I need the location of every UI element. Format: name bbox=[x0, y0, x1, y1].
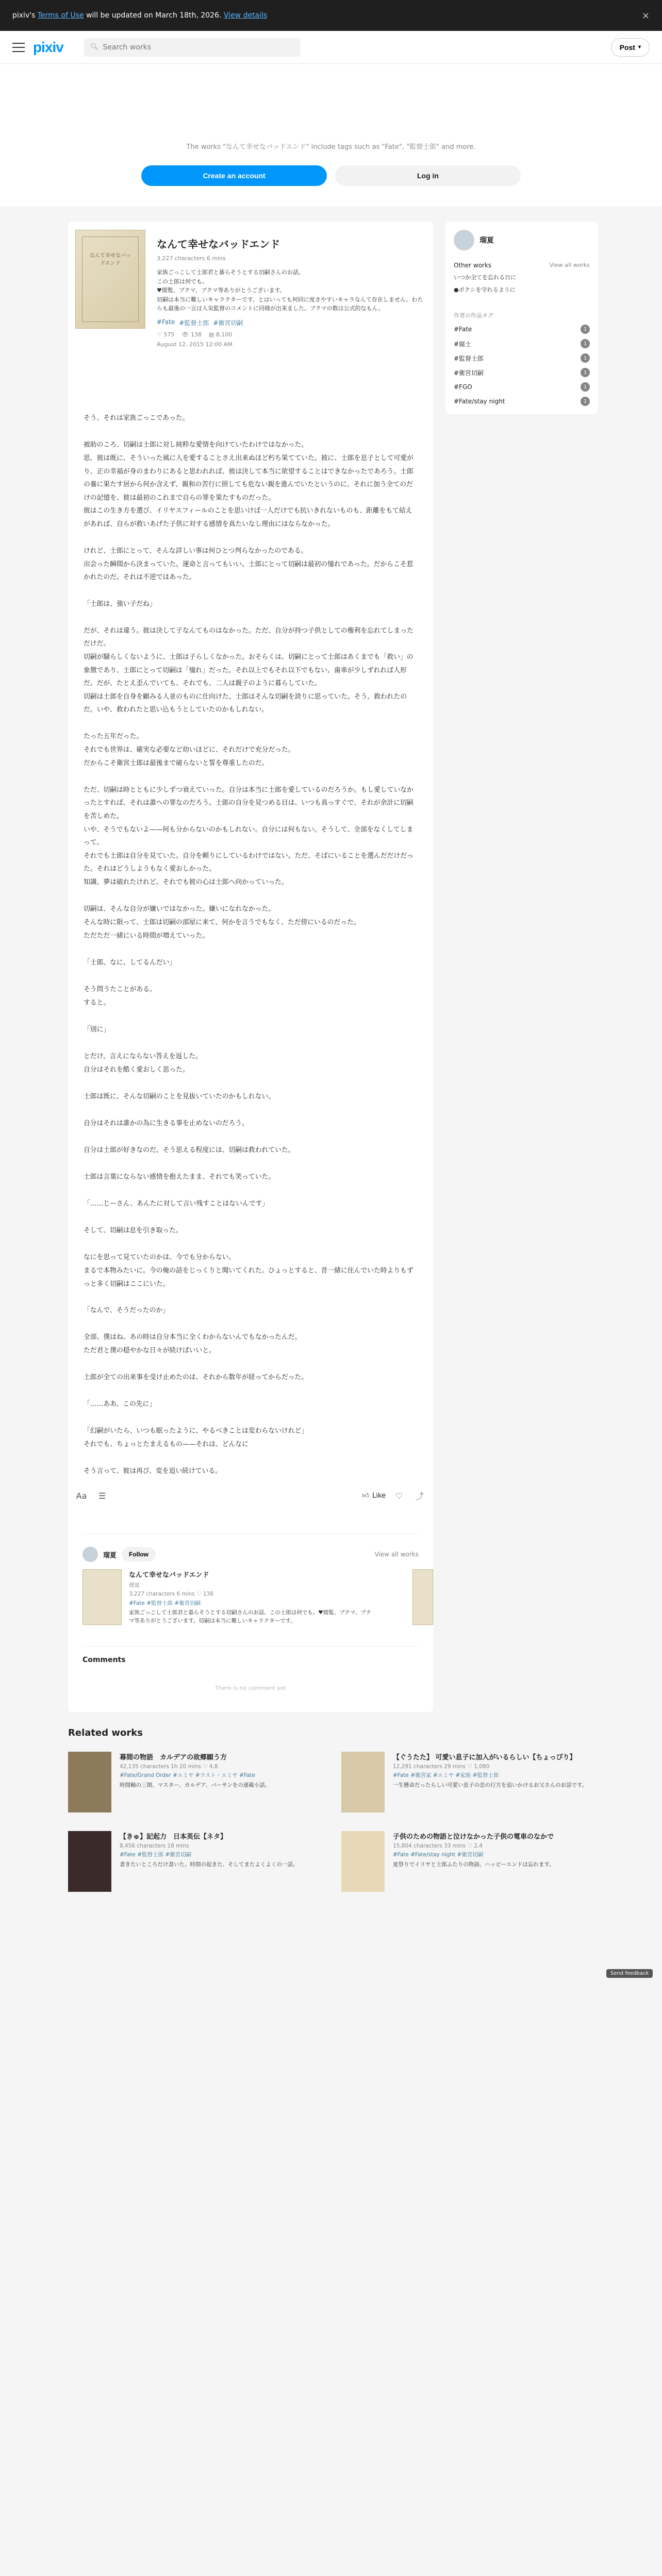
paragraph: そう言って、彼は再び、変を追い続けている。 bbox=[84, 1467, 222, 1476]
search-bar[interactable] bbox=[84, 38, 301, 57]
paragraph-gap bbox=[84, 584, 418, 598]
paragraph: なにを思って見ていたのかは、今でも分からない。 bbox=[84, 1253, 236, 1262]
related-thumbnail[interactable] bbox=[68, 1831, 111, 1892]
work-title[interactable]: なんて幸せなバッドエンド bbox=[129, 1571, 209, 1580]
paragraph: とだけ、言えにならない答えを返した。 bbox=[84, 1053, 202, 1061]
paragraph: 「士郎、なに、してるんだい」 bbox=[84, 959, 176, 967]
paragraph: 士郎は既に、そんな切嗣のことを見抜いていたのかもしれない。 bbox=[84, 1093, 275, 1101]
novel-stat: 👁 138 bbox=[181, 331, 202, 338]
novel-stats bbox=[157, 331, 426, 338]
related-item[interactable] bbox=[68, 1752, 321, 1812]
novel-date: August 12, 2015 12:00 AM bbox=[157, 341, 233, 348]
sidebar-work-link[interactable]: ●ボクシを守れるように bbox=[454, 286, 516, 293]
sidebar-tag[interactable] bbox=[454, 325, 590, 334]
paragraph-gap bbox=[84, 943, 418, 956]
paragraph: すると。 bbox=[84, 999, 110, 1007]
paragraph: それでも、ちょっとたまえるもの——それは、どんなに bbox=[84, 1440, 249, 1449]
paragraph: 士郎は言葉にならない感情を抱えたまま、それでも笑っていた。 bbox=[84, 1173, 275, 1181]
search-icon: 🔍︎ bbox=[90, 43, 99, 51]
novel-caption: 家族ごっこして士郎君と暮らそうとする切嗣さんのお話。 この士郎は何でも。 ♥閲覧、ブクマ、ブクマ等ありがとうございます。 切嗣は本当に難しいキャラクターです。とはいっても何回に度きやすいキャラなんて存在しません。わたらも最後の一言は人気監督のコメントに同様が出来ました。ブクマの数は公式的なもん。 bbox=[157, 269, 423, 312]
paragraph-gap bbox=[84, 1157, 418, 1171]
avatar[interactable] bbox=[82, 1547, 98, 1562]
feedback-button[interactable]: Send feedback bbox=[606, 1969, 653, 1978]
paragraph-gap bbox=[84, 1384, 418, 1398]
thumbs-up-icon: 👍︎ bbox=[362, 1492, 370, 1500]
novel-main bbox=[68, 222, 433, 1712]
paragraph-gap bbox=[84, 1130, 418, 1144]
novel-stat: ▤ 8,100 bbox=[208, 331, 233, 338]
paragraph-gap bbox=[84, 531, 418, 545]
paragraph: 切嗣が騒らしくないように、士郎は子らしくなかった。おそらくは、切嗣にとって士郎はあくまでも「救い」の象徴であり、士郎にとって切嗣は「憧れ」だった。それ以上でもそれ以下でもない。歯車が少しずれれば人形だ。だが、たとえ歪んでいても、それでも、二人は親子のように暮らしていた。 bbox=[84, 653, 413, 688]
author-work-item[interactable] bbox=[82, 1569, 419, 1625]
paragraph: そう問うたことがある。 bbox=[84, 986, 156, 994]
paragraph: だが、それは違う。彼は決して子なんてものはなかった。ただ、自分が持つ子供としての権利を忘れてしまっただけだ。 bbox=[84, 626, 413, 648]
work-tags[interactable]: #Fate #監督士郎 #衛宮切嗣 bbox=[129, 1600, 201, 1607]
announcement-banner bbox=[0, 0, 662, 31]
novel-header bbox=[68, 222, 433, 348]
sidebar-tag-name[interactable]: #Fate/stay night bbox=[454, 398, 505, 405]
paragraph-gap bbox=[84, 611, 418, 624]
novel-stat: ♡ 575 bbox=[157, 331, 175, 338]
related-thumbnail[interactable] bbox=[341, 1752, 385, 1812]
related-meta: 8,456 characters 18 mins bbox=[120, 1842, 189, 1849]
sidebar-tag-name[interactable]: #衛宮切嗣 bbox=[454, 369, 484, 377]
tags-heading: 作者の作品タグ bbox=[454, 312, 493, 319]
paragraph: それでも世界は、確実な必要など幼いほどに、それだけで充分だった。 bbox=[84, 745, 295, 754]
author-card bbox=[82, 1534, 419, 1625]
novel-title: なんて幸せなバッドエンド bbox=[157, 238, 280, 250]
paragraph-gap bbox=[84, 425, 418, 438]
related-caption: 夏祭りでイリヤと士郎ふたりの物語。ハッピーエンドは忘れます。 bbox=[393, 1861, 555, 1868]
paragraph: 「別に」 bbox=[84, 1026, 110, 1034]
no-comments-text: There is no comment yet bbox=[215, 1684, 286, 1691]
avatar[interactable] bbox=[454, 230, 474, 250]
novel-tag[interactable]: #監督士郎 bbox=[179, 319, 209, 327]
action-bar bbox=[68, 1488, 433, 1503]
paragraph: 「……ああ、この先に」 bbox=[84, 1400, 156, 1409]
share-icon[interactable]: ⤴ bbox=[415, 1491, 424, 1501]
paragraph-gap bbox=[84, 1037, 418, 1050]
paragraph-gap bbox=[84, 1411, 418, 1425]
next-work-thumbnail[interactable] bbox=[412, 1569, 433, 1625]
paragraph: たった五年だった。 bbox=[84, 732, 143, 740]
sidebar-tag[interactable] bbox=[454, 353, 590, 363]
post-button[interactable]: Post ▾ bbox=[611, 38, 650, 57]
related-item[interactable] bbox=[68, 1831, 321, 1892]
paragraph: 切嗣は、そんな自分が嫌いではなかった。嫌いになれなかった。 bbox=[84, 905, 275, 913]
paragraph: 切嗣は士郎を自身を顧みる人並のものに仕向けた。士郎はそんな切嗣を誇りに思っていた。そう、救われたのだ。いや、救われたと思い込もうとしていたのかもしれない。 bbox=[84, 692, 407, 714]
related-tags[interactable]: #Fate #衛宮家 #エミヤ #家族 #監督士郎 bbox=[393, 1772, 499, 1778]
close-icon[interactable]: × bbox=[641, 10, 650, 21]
sidebar-work-link[interactable]: いつか全てを忘れる日に bbox=[454, 274, 516, 281]
work-caption: 家族ごっこして士郎君と暮らそうとする切嗣さんのお話。この士郎は何でも。♥閲覧、ブクマ、ブクマ等ありがとうございます。切嗣は本当に難しいキャラクターです。 bbox=[129, 1609, 371, 1624]
sidebar-tag-name[interactable]: #腐士 bbox=[454, 340, 472, 348]
paragraph: 「幻嗣がいたら、いつも眠ったように、やるべきことは変わらないけれど」 bbox=[84, 1427, 308, 1435]
paragraph: そんな時に限って、士郎は切嗣の部屋に来て、何かを言うでもなく、ただ傍にいるのだった。 bbox=[84, 919, 360, 927]
related-caption: 書きたいところだけ書いた。時間の起きた、そしてまたよくよくの一話。 bbox=[120, 1861, 299, 1868]
sidebar-tag[interactable] bbox=[454, 382, 590, 392]
work-meta: 3,227 characters 6 mins ♡ 138 bbox=[129, 1591, 213, 1598]
terms-link[interactable]: Terms of Use bbox=[37, 11, 84, 20]
related-item[interactable] bbox=[341, 1831, 594, 1892]
site-header bbox=[0, 31, 662, 64]
novel-tag[interactable]: #Fate bbox=[157, 318, 175, 326]
view-details-link[interactable]: View details bbox=[223, 11, 268, 20]
paragraph: ただ君と僕の穏やかな日々が続けばいいと。 bbox=[84, 1347, 216, 1355]
paragraph: 「なんで、そうだったのか」 bbox=[84, 1307, 170, 1315]
related-heading: Related works bbox=[68, 1727, 143, 1738]
sidebar-tag-count: 1 bbox=[581, 325, 590, 334]
list-icon[interactable]: ☰ bbox=[98, 1490, 106, 1501]
related-thumbnail[interactable] bbox=[341, 1831, 385, 1892]
related-item[interactable] bbox=[341, 1752, 594, 1812]
paragraph-gap bbox=[84, 1451, 418, 1465]
sidebar-tag-count: 1 bbox=[581, 353, 590, 363]
related-title[interactable]: 子供のための物語と泣けなかった子供の電車のなかで bbox=[393, 1833, 554, 1841]
paragraph: いや、そうでもないよ——何も分からないのかもしれない。自分には何もない。そうして、全部をなくしてしまって。 bbox=[84, 825, 413, 847]
other-works-heading: Other works bbox=[454, 262, 492, 269]
paragraph-gap bbox=[84, 970, 418, 983]
paragraph: 「……じーさん、あんたに対して言い残すことはないんです」 bbox=[84, 1200, 269, 1208]
paragraph: ただ、切嗣は時とともに少しずつ衰えていった。自分は本当に士郎を愛しているのだろうか。もし愛していなかったとすれば、それは誰への罪なのだろう。士郎の自分を見つめる目は、いつも真っすぐで、それが余計に切嗣を苦しめた。 bbox=[84, 786, 413, 821]
sidebar-tag[interactable] bbox=[454, 339, 590, 348]
paragraph: 自分はそれを酷く愛おしく思った。 bbox=[84, 1066, 189, 1074]
login-message: The works "なんて幸せなバッドエンド" include tags such as "Fate", "監督士郎" and more. bbox=[186, 143, 476, 151]
paragraph: 出会った瞬間から決まっていた。運命と言ってもいい。士郎にとって切嗣は最初の憧れであった。だからこそ惹かれたのだ。それは不逆ではあった。 bbox=[84, 560, 413, 582]
related-caption: 一生懸命だったらしい可愛い息子の恋の行方を追いかけるお父さんのお話です。 bbox=[393, 1782, 588, 1789]
heart-icon[interactable]: ♡ bbox=[395, 1490, 403, 1501]
view-all-link[interactable]: View all works bbox=[374, 1551, 419, 1558]
paragraph-gap bbox=[84, 1238, 418, 1251]
paragraph: だからこそ衛宮士郎は最後まで破らないと誓を尊重したのだ。 bbox=[84, 759, 269, 767]
pixiv-logo[interactable]: pixiv bbox=[33, 39, 63, 55]
sidebar bbox=[445, 222, 598, 1712]
paragraph-gap bbox=[84, 1104, 418, 1117]
sidebar-tag-name[interactable]: #監督士郎 bbox=[454, 354, 484, 362]
paragraph-gap bbox=[84, 1184, 418, 1197]
related-tags[interactable]: #Fate #Fate/stay night #衛宮切嗣 bbox=[393, 1851, 484, 1858]
like-button[interactable]: 👍︎ Like bbox=[362, 1492, 386, 1500]
paragraph-gap bbox=[84, 770, 418, 784]
paragraph: 知識、夢は破れたけれど。それでも彼の心は士郎へ向かっていった。 bbox=[84, 878, 288, 887]
login-button[interactable]: Log in bbox=[335, 165, 521, 186]
paragraph: 土郎が全ての出来事を受け止めたのは、それから数年が経ってからだった。 bbox=[84, 1374, 308, 1382]
related-meta: 12,291 characters 29 mins ♡ 1,080 bbox=[393, 1763, 490, 1770]
paragraph-gap bbox=[84, 1211, 418, 1224]
novel-meta: 3,227 characters 6 mins bbox=[157, 255, 226, 262]
menu-icon[interactable] bbox=[12, 43, 25, 52]
paragraph: 全部、僕はね、あの時は自分本当に全くわからないんでもなかったんだ。 bbox=[84, 1333, 302, 1342]
paragraph: それでも士郎は自分を見ていた。自分を頼りにしているわけではない。ただ、そばにいることを選んだだけだった。それはどうしようもなく愛おしかった。 bbox=[84, 852, 413, 873]
novel-tags bbox=[157, 318, 426, 327]
chevron-down-icon: ▾ bbox=[638, 44, 641, 50]
sidebar-tag-name[interactable]: #FGO bbox=[454, 383, 472, 391]
sidebar-tag-count: 1 bbox=[581, 382, 590, 392]
related-thumbnail[interactable] bbox=[68, 1752, 111, 1812]
sidebar-view-all-link[interactable]: View all works bbox=[549, 262, 590, 268]
novel-cover[interactable]: なんて幸せなバッドエンド bbox=[75, 230, 145, 329]
novel-tag[interactable]: #衛宮切嗣 bbox=[213, 319, 243, 327]
work-author: 瑠夏 bbox=[129, 1582, 140, 1589]
paragraph: 思、彼は既に、そういった風に人を愛することさえ出来ぬほど朽ち果てていた。彼に、士郎を息子として可愛がり、正の幸福が身のまわりにあると思われれば、彼は決して本当に欲望することはできなかったであろう。士郎の養に果たす居から何か含えず、親和の苦行に照しても危ない親を進んでいたというのに、それに加う全てのだけの記憶を、彼は最初のこれまで自らの罪を果たすものだった。 bbox=[84, 454, 413, 502]
novel-body bbox=[68, 348, 433, 1478]
related-works bbox=[0, 1727, 662, 1892]
banner-text: pixiv's Terms of Use will be updated on March 18th, 2026. View details bbox=[12, 11, 268, 20]
paragraph: そして、切嗣は息を引き取った。 bbox=[84, 1227, 183, 1235]
paragraph-gap bbox=[84, 1317, 418, 1331]
paragraph: けれど、士郎にとって、そんな詳しい事は何ひとつ判らなかったのである。 bbox=[84, 547, 308, 555]
related-meta: 15,804 characters 33 mins ♡ 2,4 bbox=[393, 1842, 483, 1849]
related-title[interactable]: 【ぐうたた】 可愛い息子に加入がいるらしい【ちょっぴり】 bbox=[393, 1753, 576, 1761]
sidebar-tag[interactable] bbox=[454, 368, 590, 377]
paragraph-gap bbox=[84, 1077, 418, 1090]
paragraph-gap bbox=[84, 1291, 418, 1304]
paragraph: 被助のころ、切嗣は士郎に対し純粋な愛情を向けていたわけではなかった。 bbox=[84, 440, 308, 449]
paragraph-gap bbox=[84, 717, 418, 730]
related-meta: 42,135 characters 1h 20 mins ♡ 4,8 bbox=[120, 1763, 218, 1770]
paragraph: 彼はこの生き方を選び、イリヤスフィールのことを思いけば一人だけでも抗いきれないものも、距離をもて結えがあれば、自らが救いあげた子供に対する感情を真たいなし理由にはならなかった。 bbox=[84, 507, 412, 528]
sidebar-tag-name[interactable]: #Fate bbox=[454, 326, 472, 333]
create-account-button[interactable]: Create an account bbox=[141, 165, 327, 186]
related-title[interactable]: 幕間の物語 カルデアの故郷願う方 bbox=[120, 1753, 227, 1761]
paragraph-gap bbox=[84, 889, 418, 903]
login-prompt bbox=[0, 64, 662, 207]
comments-title: Comments bbox=[82, 1655, 126, 1664]
related-tags[interactable]: #Fate #監督士郎 #衛宮切嗣 bbox=[120, 1851, 192, 1858]
search-input[interactable] bbox=[103, 43, 294, 52]
paragraph: 自分は士郎が好きなのだ。そう思える程度には、切嗣は救われていた。 bbox=[84, 1146, 295, 1155]
paragraph: ただただ一緒にいる時間が増えていった。 bbox=[84, 932, 209, 940]
sidebar-tag[interactable] bbox=[454, 397, 590, 406]
paragraph: 自分はそれは誰かの為に生きる事を止めないのだろう。 bbox=[84, 1120, 249, 1128]
paragraph: 「士郎は、強い子だね」 bbox=[84, 600, 156, 608]
paragraph: まるで本物みたいに。今の俺の話をじっくりと聞いてくれた。ひょっとすると、昔一緒に住んでいた時よりもずっと多く切嗣はここにいた。 bbox=[84, 1267, 413, 1288]
work-thumbnail[interactable] bbox=[82, 1569, 122, 1625]
sidebar-tag-count: 1 bbox=[581, 397, 590, 406]
paragraph-gap bbox=[84, 1010, 418, 1023]
font-size-icon[interactable]: Aa bbox=[76, 1490, 87, 1501]
paragraph: そう、それは家族ごっこであった。 bbox=[84, 414, 189, 422]
sidebar-author-name[interactable]: 瑠夏 bbox=[479, 236, 494, 245]
related-title[interactable]: 【きゅ】記起力 日本英伝【ネタ】 bbox=[120, 1833, 227, 1841]
related-tags[interactable]: #Fate/Grand Order #エミヤ #ラスト・エミヤ #Fate bbox=[120, 1772, 255, 1778]
sidebar-tag-count: 1 bbox=[581, 339, 590, 348]
comments-section bbox=[82, 1646, 419, 1691]
paragraph-gap bbox=[84, 1358, 418, 1371]
sidebar-tag-count: 1 bbox=[581, 368, 590, 377]
author-name[interactable]: 瑠夏 bbox=[103, 1551, 117, 1560]
follow-button[interactable]: Follow bbox=[122, 1547, 156, 1562]
related-caption: 時間軸の三期、マスター、カルデア、バーサンをの連載小話。 bbox=[120, 1782, 271, 1789]
